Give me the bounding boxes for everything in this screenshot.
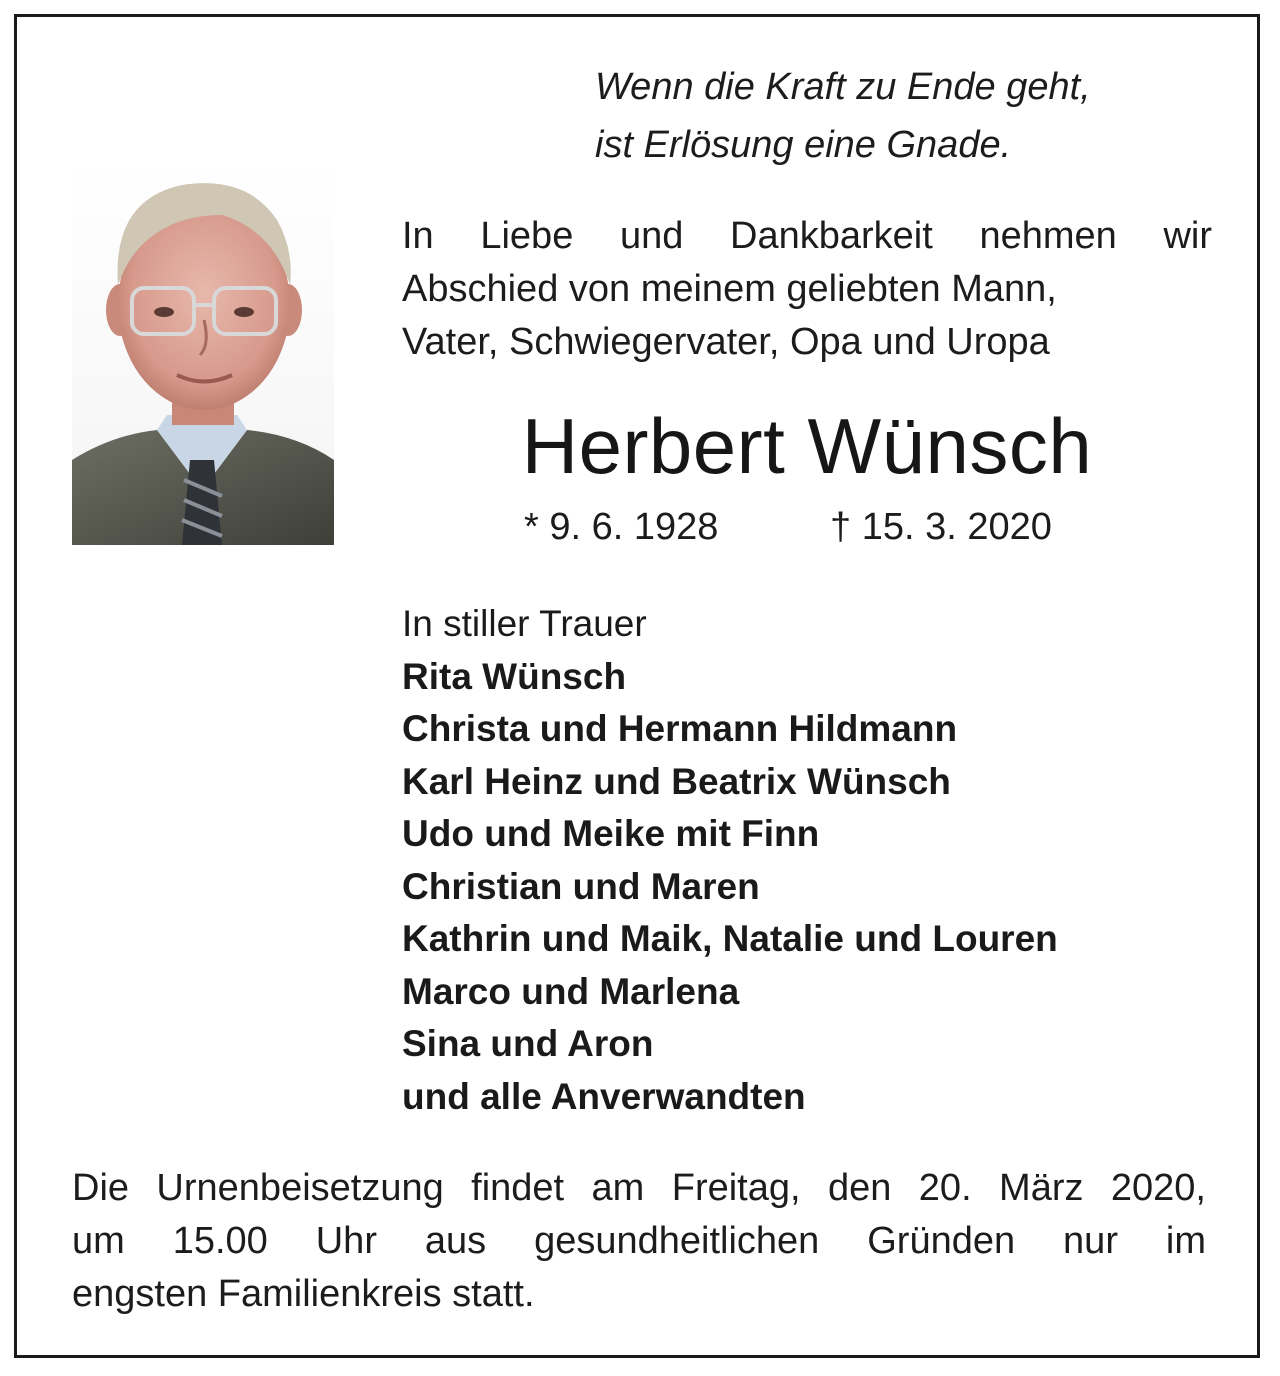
deceased-name-block xyxy=(0,398,1280,494)
death-date: † 15. 3. 2020 xyxy=(830,506,1052,548)
funeral-info xyxy=(72,1162,1206,1321)
closing-line-1: Die Urnenbeisetzung findet am Freitag, den 20. März 2020, xyxy=(72,1167,1206,1209)
mourner: Rita Wünsch xyxy=(402,655,627,697)
mourner: Karl Heinz und Beatrix Wünsch xyxy=(402,760,951,802)
mourner: und alle Anverwandten xyxy=(402,1075,806,1117)
closing-line-3: engsten Familienkreis statt. xyxy=(72,1273,535,1315)
mourners-list xyxy=(402,598,1058,1123)
mourner: Sina und Aron xyxy=(402,1023,654,1064)
birth-date: * 9. 6. 1928 xyxy=(524,506,719,548)
memorial-quote xyxy=(595,58,1091,174)
mourning-lead: In stiller Trauer xyxy=(402,603,647,644)
mourner: Kathrin und Maik, Natalie und Louren xyxy=(402,918,1058,959)
intro-line-2: Abschied von meinem geliebten Mann, xyxy=(402,268,1057,310)
mourner: Christian und Maren xyxy=(402,865,760,907)
mourner: Udo und Meike mit Finn xyxy=(402,813,820,854)
mourner: Christa und Hermann Hildmann xyxy=(402,708,958,749)
mourner: Marco und Marlena xyxy=(402,970,740,1012)
intro-line-1: In Liebe und Dankbarkeit nehmen wir xyxy=(402,215,1212,257)
farewell-intro xyxy=(402,210,1212,369)
deceased-name: Herbert Wünsch xyxy=(521,402,1093,490)
quote-line-2: ist Erlösung eine Gnade. xyxy=(595,124,1012,166)
intro-line-3: Vater, Schwiegervater, Opa und Uropa xyxy=(402,321,1050,363)
closing-line-2: um 15.00 Uhr aus gesundheitlichen Gründen nur im xyxy=(72,1220,1206,1262)
quote-line-1: Wenn die Kraft zu Ende geht, xyxy=(595,66,1091,108)
